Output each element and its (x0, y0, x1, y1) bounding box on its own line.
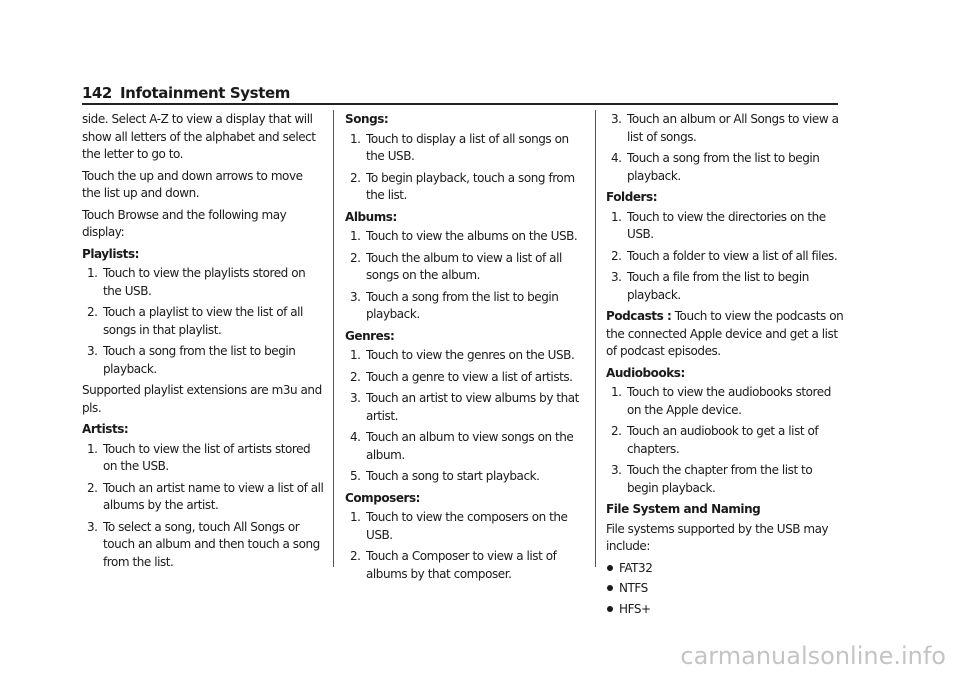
composers-label: Composers: (345, 490, 421, 505)
folders-label: Folders: (606, 190, 658, 204)
audiobooks-steps (606, 384, 846, 497)
list-item: 1. Touch to view the list of artists stored on the USB. (87, 441, 311, 473)
section-title: Infotainment System (120, 84, 290, 102)
list-item: 2. Touch an audiobook to get a list of chapters. (611, 424, 819, 456)
podcasts-text: Touch to view the podcasts on the connected Apple device and get a list of podcast episodes. (606, 309, 844, 358)
bullet-icon (607, 585, 613, 591)
extensions-paragraph: Supported playlist extensions are m3u and pls. (82, 383, 322, 415)
composers-steps-continued (606, 111, 846, 185)
podcasts-paragraph (606, 308, 846, 361)
intro-paragraph: side. Select A-Z to view a display that will show all letters of the alphabet and select the letter to go to. (82, 112, 316, 161)
folders-steps (606, 209, 846, 305)
list-item: 3. Touch an artist to view albums by that artist. (350, 391, 579, 423)
list-item: 4. Touch a song from the list to begin playback. (611, 151, 820, 183)
list-item: 3. Touch a song from the list to begin playback. (87, 344, 296, 376)
list-item: 2. Touch an artist name to view a list of all albums by the artist. (87, 480, 324, 512)
songs-steps (345, 131, 585, 205)
albums-label: Albums: (345, 209, 397, 224)
list-item: 2. To begin playback, touch a song from the list. (350, 170, 575, 202)
column-divider (333, 110, 334, 567)
albums-steps (345, 228, 585, 324)
composers-steps (345, 509, 585, 583)
browse-paragraph: Touch Browse and the following may display: (82, 207, 287, 239)
column-divider (595, 110, 596, 567)
header-rule (82, 103, 838, 105)
list-item: FAT32 (606, 560, 846, 578)
list-item: 3. Touch a song from the list to begin playback. (350, 289, 559, 321)
podcasts-label: Podcasts : (606, 309, 672, 323)
column-2 (345, 111, 585, 587)
file-system-list (606, 560, 846, 619)
list-item: 2. Touch a playlist to view the list of all songs in that playlist. (87, 305, 303, 337)
page-number: 142 (82, 84, 112, 102)
playlists-label: Playlists: (82, 246, 140, 261)
playlists-steps (82, 265, 324, 378)
list-item: 2. Touch the album to view a list of all songs on the album. (350, 250, 562, 282)
file-system-heading: File System and Naming (606, 502, 761, 516)
list-item: 1. Touch to display a list of all songs on the USB. (350, 131, 569, 163)
artists-label: Artists: (82, 422, 129, 436)
list-item: 2. Touch a Composer to view a list of albums by that composer. (350, 549, 557, 581)
genres-label: Genres: (345, 328, 395, 343)
list-item: 1. Touch to view the albums on the USB. (350, 229, 578, 243)
audiobooks-label: Audiobooks: (606, 365, 685, 380)
list-item: 1. Touch to view the genres on the USB. (350, 348, 575, 362)
column-3 (606, 111, 846, 621)
arrows-paragraph: Touch the up and down arrows to move the list up and down. (82, 168, 303, 200)
list-item: 3. Touch an album or All Songs to view a list of songs. (611, 112, 839, 144)
bullet-icon (607, 606, 613, 612)
list-item: 1. Touch to view the directories on the USB. (611, 209, 826, 241)
list-item: 5. Touch a song to start playback. (350, 469, 540, 483)
bullet-icon (607, 565, 613, 571)
list-item: 3. Touch a file from the list to begin playback. (611, 270, 809, 302)
list-item: 4. Touch an album to view songs on the album. (350, 430, 574, 462)
list-item: HFS+ (606, 601, 846, 619)
artists-steps (82, 441, 324, 572)
list-item: 2. Touch a folder to view a list of all files. (611, 248, 838, 263)
column-1 (82, 111, 324, 575)
list-item: 1. Touch to view the playlists stored on the USB. (87, 266, 306, 298)
genres-steps (345, 347, 585, 486)
list-item: 1. Touch to view the audiobooks stored on the Apple device. (611, 385, 831, 417)
list-item: NTFS (606, 580, 846, 598)
list-item: 1. Touch to view the composers on the USB. (350, 510, 568, 542)
songs-label: Songs: (345, 112, 389, 126)
list-item: 3. Touch the chapter from the list to begin playback. (611, 463, 813, 495)
file-system-paragraph: File systems supported by the USB may include: (606, 521, 829, 553)
list-item: 3. To select a song, touch All Songs or touch an album and then touch a song from the list. (87, 519, 320, 569)
watermark: carmanualsonline.info (680, 642, 946, 670)
list-item: 2. Touch a genre to view a list of artists. (350, 369, 573, 384)
